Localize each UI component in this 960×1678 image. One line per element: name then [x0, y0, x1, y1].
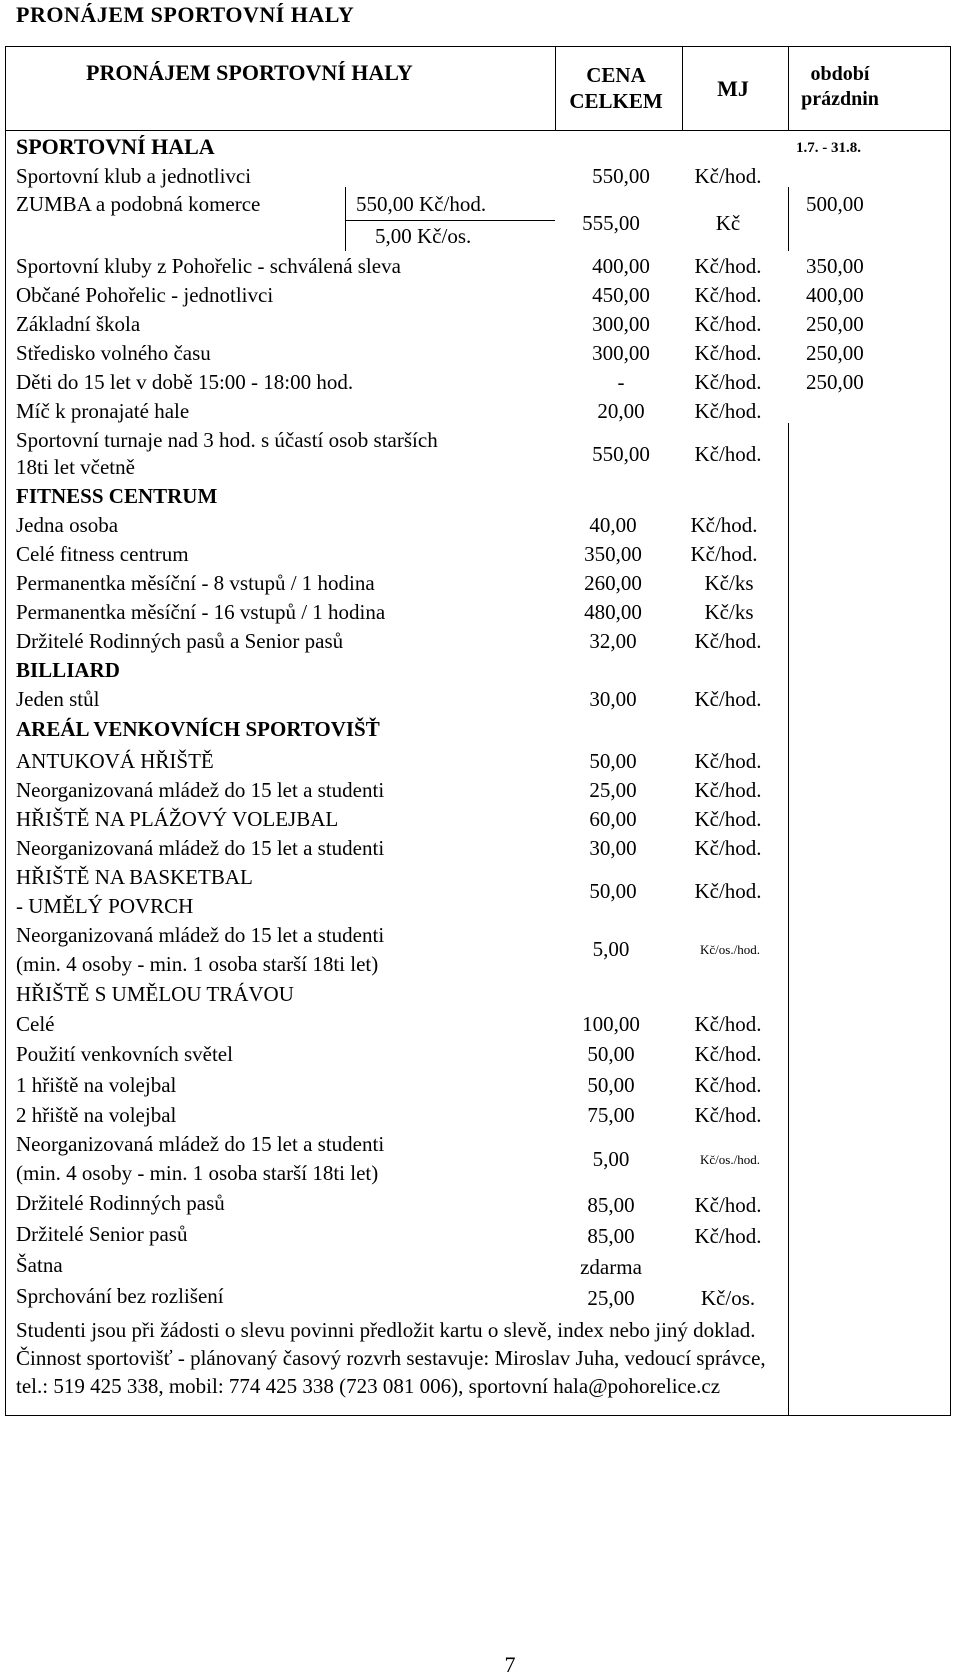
row-unit: Kč/hod.: [694, 399, 762, 423]
row-unit: Kč/hod.: [694, 1103, 762, 1127]
col-divider: [788, 46, 789, 130]
header-divider: [5, 130, 951, 131]
header-price: CENA CELKEM: [569, 63, 663, 113]
col-divider: [555, 46, 556, 130]
row-name: Neorganizovaná mládež do 15 let a studenti: [16, 778, 385, 802]
row-name: Sprchování bez rozlišení: [16, 1284, 224, 1308]
row-name: Neorganizovaná mládež do 15 let a studenti: [16, 923, 385, 947]
row-name: Použití venkovních světel: [16, 1042, 233, 1066]
holiday-period: 1.7. - 31.8.: [796, 140, 861, 156]
row-unit: Kč/hod.: [694, 879, 762, 903]
col-divider: [682, 46, 683, 130]
row-holiday-price: 500,00: [806, 192, 864, 216]
row-unit: Kč/hod.: [694, 283, 762, 307]
row-unit: Kč/hod.: [694, 807, 762, 831]
row-name: 2 hřiště na volejbal: [16, 1103, 177, 1127]
row-price: 260,00: [584, 571, 642, 595]
row-name: Jedna osoba: [16, 513, 119, 537]
row-name: Občané Pohořelic - jednotlivci: [16, 283, 274, 307]
row-unit: Kč/ks: [704, 571, 754, 595]
row-unit: Kč/hod.: [694, 254, 762, 278]
row-name: Jeden stůl: [16, 687, 100, 711]
row-name: Sportovní klub a jednotlivci: [16, 164, 252, 188]
page-number: 7: [504, 1652, 516, 1677]
col-divider: [788, 423, 789, 1416]
row-price: 85,00: [587, 1193, 635, 1217]
row-name-cont: 18ti let včetně: [16, 455, 135, 479]
footer-note-contact: tel.: 519 425 338, mobil: 774 425 338 (723 081 006), sportovní hala@pohorelice.cz: [16, 1374, 721, 1398]
row-unit: Kč/hod.: [694, 687, 762, 711]
row-holiday-price: 250,00: [806, 370, 864, 394]
row-price: 100,00: [582, 1012, 640, 1036]
row-price: 300,00: [592, 341, 650, 365]
footer-note-schedule: Činnost sportovišť - plánovaný časový rozvrh sestavuje: Miroslav Juha, vedoucí správce,: [16, 1346, 766, 1370]
row-unit: Kč/hod.: [694, 164, 762, 188]
row-unit: Kč/hod.: [694, 370, 762, 394]
zumba-hourly: 550,00 Kč/hod.: [356, 192, 487, 216]
row-price: 300,00: [592, 312, 650, 336]
row-unit: Kč/hod.: [694, 1042, 762, 1066]
section-title-billiard: BILLIARD: [16, 658, 120, 682]
row-price: -: [617, 370, 625, 394]
row-price: 5,00: [592, 1147, 630, 1171]
row-unit: Kč/hod.: [694, 442, 762, 466]
zumba-divider: [345, 187, 346, 251]
row-price: 50,00: [589, 879, 637, 903]
row-price: 32,00: [589, 629, 637, 653]
row-price: 60,00: [589, 807, 637, 831]
row-name: Držitelé Senior pasů: [16, 1222, 188, 1246]
row-unit: Kč/os./hod.: [700, 942, 760, 957]
row-price: 350,00: [584, 542, 642, 566]
row-price: 555,00: [582, 211, 640, 235]
col-divider: [788, 187, 789, 251]
row-name: Sportovní turnaje nad 3 hod. s účastí osob starších: [16, 428, 438, 452]
row-name: ANTUKOVÁ HŘIŠTĚ: [16, 749, 214, 773]
row-name: Neorganizovaná mládež do 15 let a studenti: [16, 836, 385, 860]
row-name: Středisko volného času: [16, 341, 211, 365]
row-price: 50,00: [587, 1073, 635, 1097]
row-name: Sportovní kluby z Pohořelic - schválená sleva: [16, 254, 401, 278]
row-price: 40,00: [589, 513, 637, 537]
page-title: PRONÁJEM SPORTOVNÍ HALY: [16, 2, 355, 27]
row-price: 50,00: [589, 749, 637, 773]
row-holiday-price: 250,00: [806, 312, 864, 336]
row-name: ZUMBA a podobná komerce: [16, 192, 261, 216]
header-unit: MJ: [717, 76, 749, 101]
row-name: Držitelé Rodinných pasů: [16, 1191, 225, 1215]
row-price: 20,00: [597, 399, 645, 423]
section-title-hall: SPORTOVNÍ HALA: [16, 134, 215, 159]
row-unit: Kč: [715, 211, 741, 235]
row-name: Děti do 15 let v době 15:00 - 18:00 hod.: [16, 370, 354, 394]
row-price: 450,00: [592, 283, 650, 307]
header-name: PRONÁJEM SPORTOVNÍ HALY: [86, 60, 413, 85]
row-name: Neorganizovaná mládež do 15 let a studenti: [16, 1132, 385, 1156]
footer-note-students: Studenti jsou při žádosti o slevu povinni předložit kartu o slevě, index nebo jiný doklad.: [16, 1318, 756, 1342]
row-name: HŘIŠTĚ NA PLÁŽOVÝ VOLEJBAL: [16, 807, 339, 831]
row-unit: Kč/hod.: [694, 629, 762, 653]
zumba-per-person: 5,00 Kč/os.: [375, 224, 472, 248]
row-price: 85,00: [587, 1224, 635, 1248]
row-unit: Kč/hod.: [694, 1224, 762, 1248]
row-unit: Kč/hod.: [690, 513, 758, 537]
row-price: 480,00: [584, 600, 642, 624]
row-unit: Kč/ks: [704, 600, 754, 624]
row-name: Celé: [16, 1012, 55, 1036]
row-unit: Kč/hod.: [694, 1193, 762, 1217]
row-unit: Kč/hod.: [694, 1073, 762, 1097]
zumba-divider: [345, 220, 555, 221]
row-name: HŘIŠTĚ NA BASKETBAL: [16, 865, 253, 889]
row-unit: Kč/hod.: [694, 341, 762, 365]
section-title-fitness: FITNESS CENTRUM: [16, 484, 218, 508]
row-name: Držitelé Rodinných pasů a Senior pasů: [16, 629, 344, 653]
row-name: Základní škola: [16, 312, 141, 336]
row-price: 75,00: [587, 1103, 635, 1127]
row-unit: Kč/hod.: [694, 836, 762, 860]
row-unit: Kč/hod.: [694, 312, 762, 336]
row-price: 25,00: [589, 778, 637, 802]
row-price: 25,00: [587, 1286, 635, 1310]
row-holiday-price: 350,00: [806, 254, 864, 278]
row-unit: Kč/hod.: [694, 778, 762, 802]
row-price: 5,00: [592, 937, 630, 961]
row-name: Šatna: [16, 1253, 63, 1277]
row-name-cont: - UMĚLÝ POVRCH: [16, 894, 194, 918]
row-name-cont: (min. 4 osoby - min. 1 osoba starší 18ti let): [16, 952, 379, 976]
row-price: 550,00: [592, 442, 650, 466]
section-title-outdoor: AREÁL VENKOVNÍCH SPORTOVIŠŤ: [16, 717, 380, 741]
row-holiday-price: 400,00: [806, 283, 864, 307]
row-unit: Kč/hod.: [694, 749, 762, 773]
row-name: Permanentka měsíční - 8 vstupů / 1 hodina: [16, 571, 375, 595]
row-unit: Kč/os.: [700, 1286, 756, 1310]
row-holiday-price: 250,00: [806, 341, 864, 365]
header-period: období prázdnin: [801, 63, 879, 110]
row-price: 50,00: [587, 1042, 635, 1066]
subsection-title-turf: HŘIŠTĚ S UMĚLOU TRÁVOU: [16, 982, 294, 1006]
row-unit: Kč/hod.: [690, 542, 758, 566]
row-price: 550,00: [592, 164, 650, 188]
row-price: 30,00: [589, 836, 637, 860]
row-name: 1 hřiště na volejbal: [16, 1073, 177, 1097]
row-price: 30,00: [589, 687, 637, 711]
row-name: Míč k pronajaté hale: [16, 399, 190, 423]
row-unit: Kč/hod.: [694, 1012, 762, 1036]
row-price: 400,00: [592, 254, 650, 278]
row-name-cont: (min. 4 osoby - min. 1 osoba starší 18ti let): [16, 1161, 379, 1185]
row-name: Permanentka měsíční - 16 vstupů / 1 hodina: [16, 600, 386, 624]
row-unit: Kč/os./hod.: [700, 1152, 760, 1167]
row-name: Celé fitness centrum: [16, 542, 189, 566]
row-price: zdarma: [580, 1255, 642, 1279]
